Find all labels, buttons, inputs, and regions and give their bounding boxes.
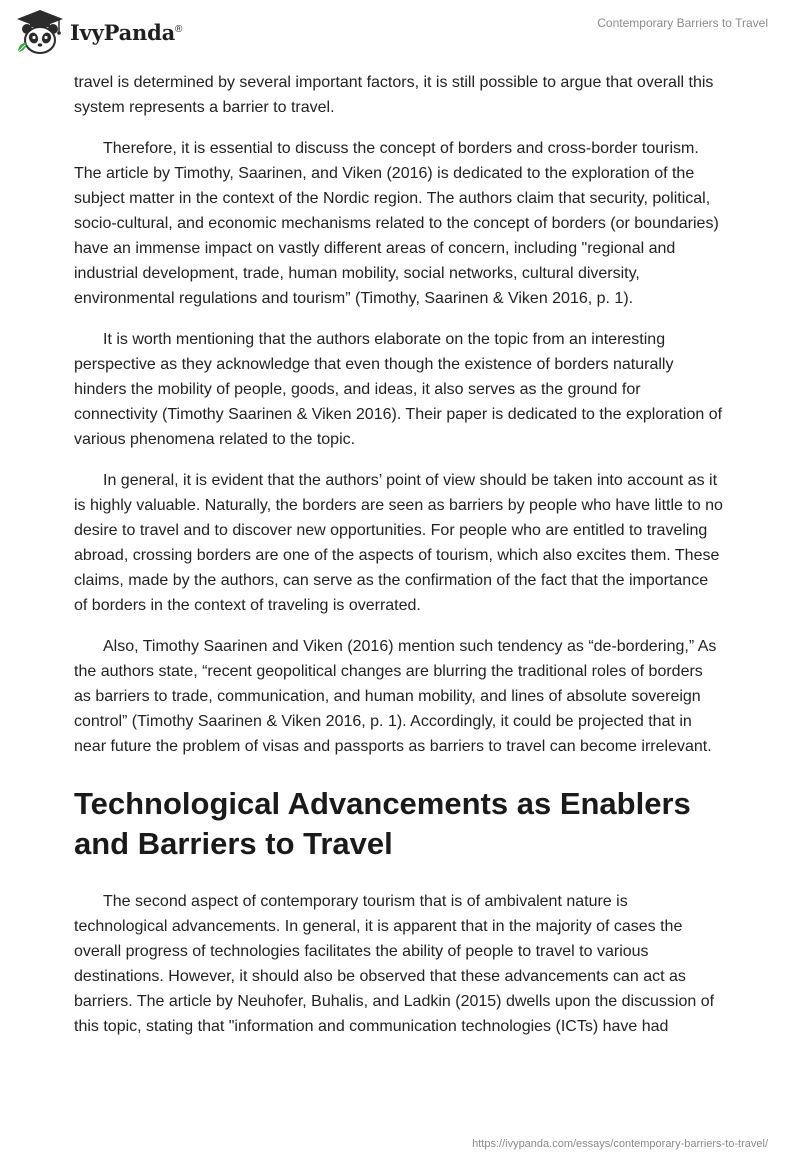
registered-mark: ® <box>175 23 183 35</box>
paragraph: Also, Timothy Saarinen and Viken (2016) mention such tendency as “de-bordering,” As the authors state, “recent geopolitical changes are blurring the traditional roles of borders as barriers to trade, communication, and human mobility, and lines of absolute sovereign control” (Timothy Saarinen & Viken 2016, p. 1). Accordingly, it could be projected that in near future the problem of visas and passports as barriers to travel can become irrelevant. <box>74 638 717 755</box>
section-heading: Technological Advancements as Enablers and Barriers to Travel <box>74 786 691 861</box>
paragraph: It is worth mentioning that the authors elaborate on the topic from an interesting perspective as they acknowledge that even though the existence of borders naturally hinders the mobility of people, goods, and ideas, it also serves as the ground for connectivity (Timothy Saarinen & Viken 2016). Their paper is dedicated to the exploration of various phenomena related to the topic. <box>74 331 723 448</box>
ivypanda-logo[interactable] <box>14 8 182 56</box>
brand-name: IvyPanda® <box>70 19 183 45</box>
paragraph: Therefore, it is essential to discuss the concept of borders and cross-border tourism. The article by Timothy, Saarinen, and Viken (2016) is dedicated to the exploration of the subject matter in the context of the Nordic region. The authors claim that security, political, socio-cultural, and economic mechanisms related to the concept of borders (or boundaries) have an immense impact on vastly different areas of concern, including "regional and industrial development, trade, human mobility, social networks, cultural diversity, environmental regulations and tourism” (Timothy, Saarinen & Viken 2016, p. 1). <box>74 140 719 307</box>
document-title: Contemporary Barriers to Travel <box>597 16 768 30</box>
paragraph: travel is determined by several important factors, it is still possible to argue that overall this system represents a barrier to travel. <box>74 74 714 116</box>
paragraph: In general, it is evident that the authors’ point of view should be taken into account as it is highly valuable. Naturally, the borders are seen as barriers by people who have little to no desire to travel and to discover new opportunities. For people who are entitled to traveling abroad, crossing borders are one of the aspects of tourism, which also excites them. These claims, made by the authors, can serve as the confirmation of the fact that the importance of borders in the context of traveling is overrated. <box>74 472 723 614</box>
page-header <box>0 0 800 70</box>
essay-content <box>74 70 724 1055</box>
source-url[interactable]: https://ivypanda.com/essays/contemporary-barriers-to-travel/ <box>472 1138 768 1150</box>
panda-graduate-icon <box>14 8 66 56</box>
paragraph: The second aspect of contemporary tourism that is of ambivalent nature is technological advancements. In general, it is apparent that in the majority of cases the overall progress of technologies facilitates the ability of people to travel to various destinations. However, it should also be observed that these advancements can act as barriers. The article by Neuhofer, Buhalis, and Ladkin (2015) dwells upon the discussion of this topic, stating that "information and communication technologies (ICTs) have had <box>74 893 715 1035</box>
